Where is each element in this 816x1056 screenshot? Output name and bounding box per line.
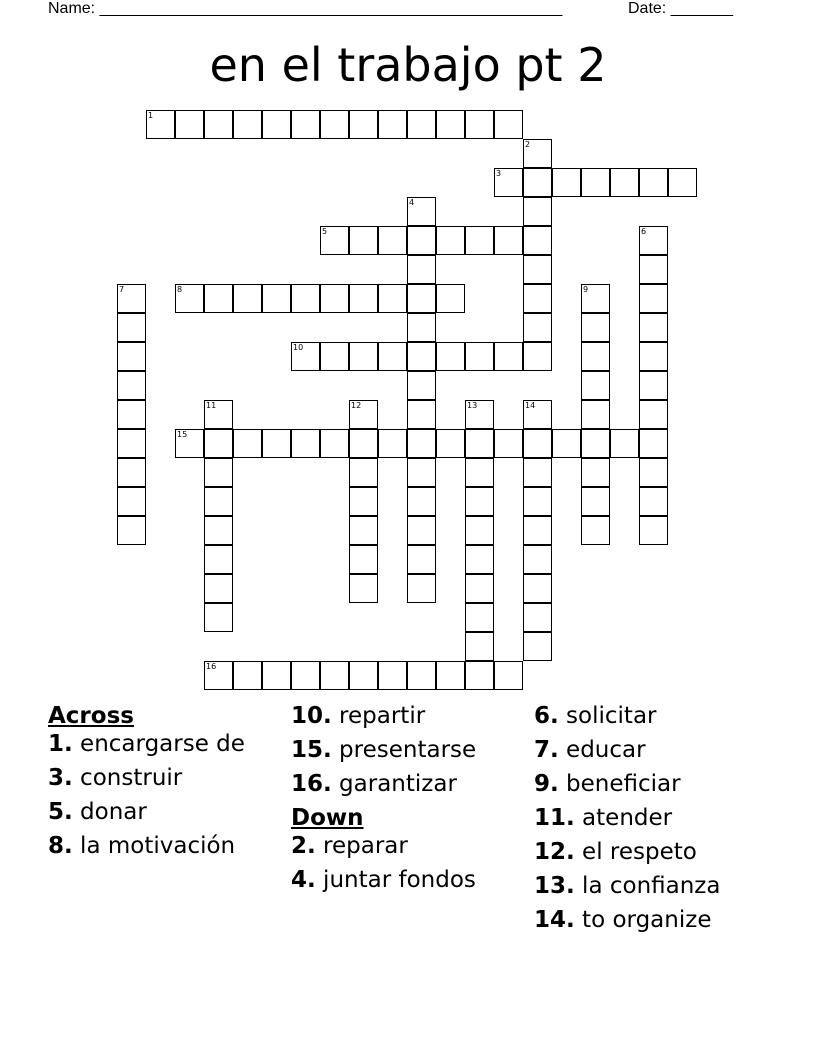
grid-cell[interactable] — [407, 371, 436, 400]
grid-cell[interactable] — [320, 110, 349, 139]
grid-cell[interactable] — [465, 632, 494, 661]
clue-number: 15. — [291, 737, 332, 763]
grid-cell[interactable] — [117, 400, 146, 429]
clue-text: repartir — [331, 703, 426, 729]
grid-cell[interactable] — [552, 168, 581, 197]
grid-cell[interactable] — [175, 110, 204, 139]
grid-cell[interactable] — [204, 429, 233, 458]
grid-cell[interactable] — [436, 661, 465, 690]
grid-cell[interactable] — [523, 197, 552, 226]
grid-cell[interactable] — [523, 458, 552, 487]
grid-cell[interactable] — [465, 226, 494, 255]
grid-cell[interactable] — [349, 110, 378, 139]
grid-cell[interactable] — [407, 400, 436, 429]
grid-cell[interactable] — [581, 458, 610, 487]
grid-cell[interactable] — [117, 458, 146, 487]
grid-cell[interactable] — [494, 110, 523, 139]
grid-cell[interactable] — [349, 226, 378, 255]
down-heading: Down — [291, 805, 364, 831]
clue-item — [534, 804, 774, 832]
grid-cell[interactable] — [349, 458, 378, 487]
clue-text: educar — [558, 737, 646, 763]
grid-cell[interactable] — [291, 661, 320, 690]
grid-cell[interactable] — [552, 429, 581, 458]
grid-cell[interactable] — [639, 313, 668, 342]
grid-cell[interactable] — [581, 516, 610, 545]
grid-cell[interactable] — [465, 574, 494, 603]
grid-cell[interactable] — [378, 429, 407, 458]
grid-cell[interactable] — [204, 661, 233, 690]
grid-cell[interactable] — [581, 487, 610, 516]
grid-cell[interactable] — [407, 458, 436, 487]
grid-cell[interactable] — [523, 545, 552, 574]
grid-cell[interactable] — [436, 342, 465, 371]
grid-cell[interactable] — [291, 429, 320, 458]
clue-column-1 — [48, 702, 268, 866]
grid-cell[interactable] — [407, 661, 436, 690]
grid-cell[interactable] — [523, 603, 552, 632]
clue-item — [291, 866, 521, 894]
clue-item — [534, 906, 774, 934]
clue-number-label: 16 — [206, 662, 217, 671]
clue-number: 7. — [534, 737, 559, 763]
clue-column-2 — [291, 702, 521, 900]
clue-number: 5. — [48, 799, 73, 825]
grid-cell[interactable] — [639, 458, 668, 487]
clue-text: reparar — [315, 833, 408, 859]
grid-cell[interactable] — [175, 429, 204, 458]
grid-cell[interactable] — [523, 342, 552, 371]
clue-number: 9. — [534, 771, 559, 797]
grid-cell[interactable] — [407, 429, 436, 458]
grid-cell[interactable] — [407, 313, 436, 342]
grid-cell[interactable] — [204, 574, 233, 603]
clue-number: 6. — [534, 703, 559, 729]
grid-cell[interactable] — [581, 342, 610, 371]
grid-cell[interactable] — [262, 110, 291, 139]
clue-number-label: 11 — [206, 401, 217, 410]
grid-cell[interactable] — [581, 371, 610, 400]
grid-cell[interactable] — [204, 603, 233, 632]
date-field-label: Date: _______ — [628, 0, 733, 17]
grid-cell[interactable] — [465, 603, 494, 632]
grid-cell[interactable] — [494, 342, 523, 371]
grid-cell[interactable] — [581, 400, 610, 429]
grid-cell[interactable] — [436, 429, 465, 458]
clue-item — [48, 730, 268, 758]
grid-cell[interactable] — [117, 371, 146, 400]
grid-cell[interactable] — [494, 226, 523, 255]
grid-cell[interactable] — [349, 284, 378, 313]
grid-cell[interactable] — [494, 168, 523, 197]
clue-number: 13. — [534, 873, 575, 899]
grid-cell[interactable] — [610, 429, 639, 458]
grid-cell[interactable] — [523, 255, 552, 284]
grid-cell[interactable] — [436, 284, 465, 313]
grid-cell[interactable] — [204, 545, 233, 574]
grid-cell[interactable] — [523, 313, 552, 342]
grid-cell[interactable] — [639, 342, 668, 371]
grid-cell[interactable] — [639, 168, 668, 197]
grid-cell[interactable] — [465, 342, 494, 371]
clue-number: 3. — [48, 765, 73, 791]
clue-number-label: 6 — [641, 227, 647, 236]
grid-cell[interactable] — [436, 110, 465, 139]
clue-item — [48, 798, 268, 826]
grid-cell[interactable] — [349, 429, 378, 458]
clue-number-label: 7 — [119, 285, 125, 294]
grid-cell[interactable] — [233, 661, 262, 690]
grid-cell[interactable] — [117, 487, 146, 516]
grid-cell[interactable] — [465, 110, 494, 139]
clue-text: presentarse — [331, 737, 477, 763]
clue-number-label: 3 — [496, 169, 502, 178]
grid-cell[interactable] — [117, 313, 146, 342]
grid-cell[interactable] — [668, 168, 697, 197]
grid-cell[interactable] — [523, 400, 552, 429]
clue-item — [291, 702, 521, 730]
name-field-label: Name: ____________________________________________________ — [48, 0, 563, 17]
grid-cell[interactable] — [639, 516, 668, 545]
clue-number: 12. — [534, 839, 575, 865]
clue-number-label: 12 — [351, 401, 362, 410]
clue-text: la confianza — [574, 873, 721, 899]
grid-cell[interactable] — [639, 226, 668, 255]
grid-cell[interactable] — [204, 400, 233, 429]
grid-cell[interactable] — [465, 545, 494, 574]
clue-number-label: 5 — [322, 227, 328, 236]
grid-cell[interactable] — [320, 661, 349, 690]
clue-text: el respeto — [574, 839, 697, 865]
grid-cell[interactable] — [378, 226, 407, 255]
grid-cell[interactable] — [523, 574, 552, 603]
clue-text: to organize — [574, 907, 712, 933]
grid-cell[interactable] — [523, 632, 552, 661]
clue-item — [534, 702, 774, 730]
grid-cell[interactable] — [523, 284, 552, 313]
grid-cell[interactable] — [407, 574, 436, 603]
clue-text: encargarse de — [72, 731, 245, 757]
clue-column-3 — [534, 702, 774, 940]
grid-cell[interactable] — [320, 226, 349, 255]
grid-cell[interactable] — [146, 110, 175, 139]
clue-number-label: 1 — [148, 111, 154, 120]
clue-number: 1. — [48, 731, 73, 757]
grid-cell[interactable] — [204, 110, 233, 139]
clue-item — [534, 838, 774, 866]
grid-cell[interactable] — [291, 342, 320, 371]
grid-cell[interactable] — [349, 574, 378, 603]
grid-cell[interactable] — [436, 226, 465, 255]
grid-cell[interactable] — [349, 487, 378, 516]
grid-cell[interactable] — [523, 168, 552, 197]
clue-number-label: 15 — [177, 430, 188, 439]
grid-cell[interactable] — [378, 342, 407, 371]
clue-text: atender — [574, 805, 673, 831]
grid-cell[interactable] — [465, 400, 494, 429]
grid-cell[interactable] — [465, 516, 494, 545]
grid-cell[interactable] — [262, 429, 291, 458]
grid-cell[interactable] — [320, 429, 349, 458]
grid-cell[interactable] — [407, 197, 436, 226]
grid-cell[interactable] — [233, 110, 262, 139]
grid-cell[interactable] — [523, 226, 552, 255]
grid-cell[interactable] — [407, 487, 436, 516]
grid-cell[interactable] — [639, 284, 668, 313]
grid-cell[interactable] — [639, 429, 668, 458]
grid-cell[interactable] — [117, 516, 146, 545]
clue-number: 8. — [48, 833, 73, 859]
clue-number-label: 10 — [293, 343, 304, 352]
clue-text: juntar fondos — [315, 867, 476, 893]
clue-number: 4. — [291, 867, 316, 893]
clue-number-label: 13 — [467, 401, 478, 410]
clue-text: solicitar — [558, 703, 657, 729]
grid-cell[interactable] — [581, 284, 610, 313]
grid-cell[interactable] — [581, 429, 610, 458]
grid-cell[interactable] — [639, 400, 668, 429]
clue-item — [291, 832, 521, 860]
grid-cell[interactable] — [407, 545, 436, 574]
grid-cell[interactable] — [610, 168, 639, 197]
grid-cell[interactable] — [523, 516, 552, 545]
grid-cell[interactable] — [523, 139, 552, 168]
grid-cell[interactable] — [117, 429, 146, 458]
grid-cell[interactable] — [465, 458, 494, 487]
clue-text: garantizar — [331, 771, 457, 797]
grid-cell[interactable] — [523, 429, 552, 458]
clue-number: 16. — [291, 771, 332, 797]
grid-cell[interactable] — [320, 342, 349, 371]
puzzle-title: en el trabajo pt 2 — [209, 38, 607, 92]
grid-cell[interactable] — [407, 255, 436, 284]
grid-cell[interactable] — [581, 168, 610, 197]
grid-cell[interactable] — [117, 284, 146, 313]
grid-cell[interactable] — [349, 400, 378, 429]
clue-item — [48, 832, 268, 860]
grid-cell[interactable] — [378, 661, 407, 690]
clue-number-label: 9 — [583, 285, 589, 294]
grid-cell[interactable] — [465, 487, 494, 516]
grid-cell[interactable] — [407, 226, 436, 255]
clue-item — [534, 770, 774, 798]
grid-cell[interactable] — [465, 429, 494, 458]
grid-cell[interactable] — [523, 487, 552, 516]
grid-cell[interactable] — [233, 284, 262, 313]
grid-cell[interactable] — [581, 313, 610, 342]
grid-cell[interactable] — [349, 661, 378, 690]
grid-cell[interactable] — [639, 371, 668, 400]
grid-cell[interactable] — [494, 661, 523, 690]
grid-cell[interactable] — [407, 516, 436, 545]
grid-cell[interactable] — [204, 516, 233, 545]
grid-cell[interactable] — [349, 545, 378, 574]
clue-item — [534, 736, 774, 764]
grid-cell[interactable] — [117, 342, 146, 371]
clue-number-label: 14 — [525, 401, 536, 410]
clue-item — [48, 764, 268, 792]
clue-number-label: 4 — [409, 198, 415, 207]
grid-cell[interactable] — [204, 487, 233, 516]
grid-cell[interactable] — [291, 284, 320, 313]
grid-cell[interactable] — [639, 487, 668, 516]
clue-number: 11. — [534, 805, 575, 831]
grid-cell[interactable] — [204, 284, 233, 313]
clue-number: 2. — [291, 833, 316, 859]
grid-cell[interactable] — [291, 110, 320, 139]
grid-cell[interactable] — [407, 342, 436, 371]
clue-text: construir — [72, 765, 183, 791]
grid-cell[interactable] — [204, 458, 233, 487]
grid-cell[interactable] — [407, 284, 436, 313]
grid-cell[interactable] — [320, 284, 349, 313]
grid-cell[interactable] — [639, 255, 668, 284]
clue-text: beneficiar — [558, 771, 681, 797]
clue-text: donar — [72, 799, 147, 825]
grid-cell[interactable] — [349, 516, 378, 545]
grid-cell[interactable] — [175, 284, 204, 313]
grid-cell[interactable] — [262, 284, 291, 313]
grid-cell[interactable] — [494, 429, 523, 458]
grid-cell[interactable] — [465, 661, 494, 690]
grid-cell[interactable] — [407, 110, 436, 139]
clue-item — [291, 770, 521, 798]
clue-number: 14. — [534, 907, 575, 933]
grid-cell[interactable] — [349, 342, 378, 371]
grid-cell[interactable] — [378, 110, 407, 139]
clue-number: 10. — [291, 703, 332, 729]
grid-cell[interactable] — [233, 429, 262, 458]
grid-cell[interactable] — [262, 661, 291, 690]
grid-cell[interactable] — [378, 284, 407, 313]
clue-number-label: 8 — [177, 285, 183, 294]
clue-number-label: 2 — [525, 140, 531, 149]
clue-text: la motivación — [72, 833, 236, 859]
across-heading: Across — [48, 703, 134, 729]
clue-item — [291, 736, 521, 764]
clue-item — [534, 872, 774, 900]
